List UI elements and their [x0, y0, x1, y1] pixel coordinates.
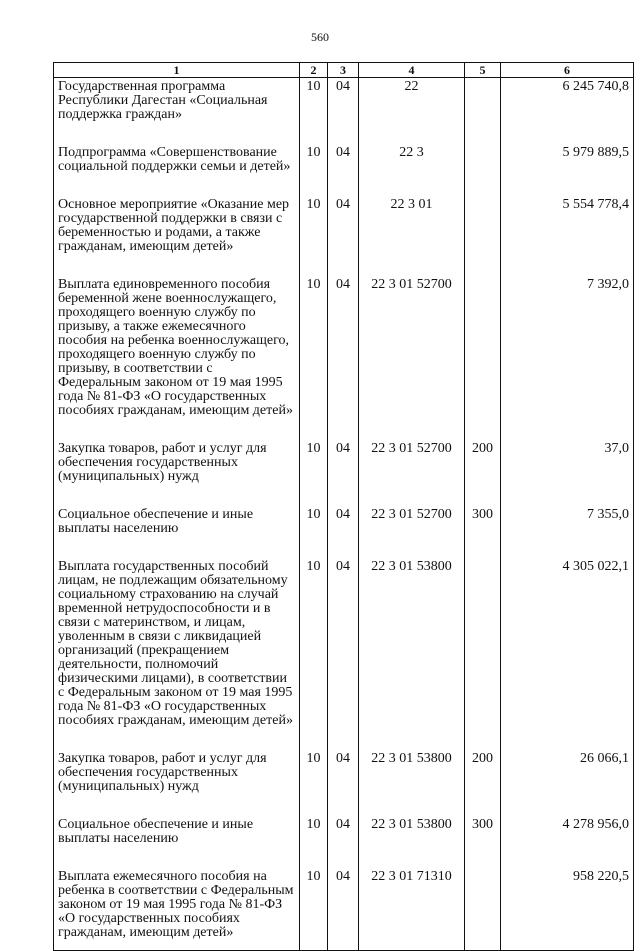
row-expense-type: [465, 560, 501, 752]
row-target-item: 22 3 01 52700: [359, 508, 465, 560]
row-target-item: 22: [359, 78, 465, 147]
row-name: Социальное обеспечение и иные выплаты населению: [54, 508, 300, 560]
row-name: Государственная программа Республики Дагестан «Социальная поддержка граждан»: [54, 78, 300, 147]
row-name: Подпрограмма «Совершенствование социальной поддержки семьи и детей»: [54, 146, 300, 198]
budget-table: [53, 62, 634, 951]
row-subsection: 04: [328, 560, 359, 752]
row-name: Закупка товаров, работ и услуг для обеспечения государственных (муниципальных) нужд: [54, 752, 300, 818]
row-target-item: 22 3 01 52700: [359, 442, 465, 508]
row-expense-type: [465, 78, 501, 147]
row-target-item: 22 3: [359, 146, 465, 198]
row-name: Выплата единовременного пособия беременной жене военнослужащего, проходящего военную службу по призыву, а также ежемесячного пособия на ребенка военнослужащего, проходящего военную службу по призыву, в соответствии с Федеральным законом от 19 мая 1995 года № 81-ФЗ «О государственных пособиях гражданам, имеющим детей»: [54, 278, 300, 442]
row-subsection: 04: [328, 78, 359, 147]
row-target-item: 22 3 01 52700: [359, 278, 465, 442]
row-expense-type: [465, 278, 501, 442]
row-section: 10: [300, 78, 328, 147]
row-name: Основное мероприятие «Оказание мер государственной поддержки в связи с беременностью и родами, а также гражданам, имеющим детей»: [54, 198, 300, 278]
row-amount: 5 554 778,4: [501, 198, 634, 278]
row-subsection: 04: [328, 146, 359, 198]
row-name: Закупка товаров, работ и услуг для обеспечения государственных (муниципальных) нужд: [54, 442, 300, 508]
column-header: 1: [54, 63, 300, 78]
row-subsection: 04: [328, 818, 359, 870]
row-amount: 958 220,5: [501, 870, 634, 951]
table-header-row: [54, 63, 634, 78]
row-section: 10: [300, 870, 328, 951]
row-section: 10: [300, 198, 328, 278]
table-row: [54, 818, 634, 870]
row-expense-type: [465, 870, 501, 951]
row-expense-type: 300: [465, 508, 501, 560]
row-amount: 6 245 740,8: [501, 78, 634, 147]
row-name: Выплата государственных пособий лицам, не подлежащим обязательному социальному страхованию на случай временной нетрудоспособности и в связи с материнством, и лицам, уволенным в связи с ликвидацией организаций (прекращением деятельности, полномочий физическими лицами), в соответствии с Федеральным законом от 19 мая 1995 года № 81-ФЗ «О государственных пособиях гражданам, имеющим детей»: [54, 560, 300, 752]
table-row: [54, 198, 634, 278]
row-target-item: 22 3 01 53800: [359, 752, 465, 818]
row-target-item: 22 3 01 53800: [359, 560, 465, 752]
column-header: 2: [300, 63, 328, 78]
column-header: 6: [501, 63, 634, 78]
row-expense-type: 200: [465, 442, 501, 508]
row-expense-type: 200: [465, 752, 501, 818]
table-row: [54, 442, 634, 508]
row-name: Выплата ежемесячного пособия на ребенка в соответствии с Федеральным законом от 19 мая 1995 года № 81-ФЗ «О государственных пособиях гражданам, имеющим детей»: [54, 870, 300, 951]
row-target-item: 22 3 01 71310: [359, 870, 465, 951]
row-amount: 5 979 889,5: [501, 146, 634, 198]
column-header: 3: [328, 63, 359, 78]
row-amount: 37,0: [501, 442, 634, 508]
column-header: 5: [465, 63, 501, 78]
row-amount: 7 392,0: [501, 278, 634, 442]
row-subsection: 04: [328, 508, 359, 560]
table-row: [54, 278, 634, 442]
row-subsection: 04: [328, 278, 359, 442]
table-row: [54, 78, 634, 147]
table-body: [54, 78, 634, 951]
row-subsection: 04: [328, 198, 359, 278]
row-expense-type: [465, 146, 501, 198]
row-subsection: 04: [328, 752, 359, 818]
row-section: 10: [300, 818, 328, 870]
row-section: 10: [300, 752, 328, 818]
table-row: [54, 146, 634, 198]
row-section: 10: [300, 278, 328, 442]
column-header: 4: [359, 63, 465, 78]
row-section: 10: [300, 442, 328, 508]
row-amount: 26 066,1: [501, 752, 634, 818]
row-amount: 7 355,0: [501, 508, 634, 560]
row-section: 10: [300, 146, 328, 198]
row-section: 10: [300, 560, 328, 752]
row-target-item: 22 3 01: [359, 198, 465, 278]
row-expense-type: [465, 198, 501, 278]
row-target-item: 22 3 01 53800: [359, 818, 465, 870]
row-name: Социальное обеспечение и иные выплаты населению: [54, 818, 300, 870]
table-row: [54, 508, 634, 560]
row-subsection: 04: [328, 870, 359, 951]
row-amount: 4 278 956,0: [501, 818, 634, 870]
row-amount: 4 305 022,1: [501, 560, 634, 752]
row-subsection: 04: [328, 442, 359, 508]
table-row: [54, 752, 634, 818]
table-row: [54, 870, 634, 951]
row-section: 10: [300, 508, 328, 560]
table-row: [54, 560, 634, 752]
row-expense-type: 300: [465, 818, 501, 870]
page-number: 560: [311, 30, 329, 44]
